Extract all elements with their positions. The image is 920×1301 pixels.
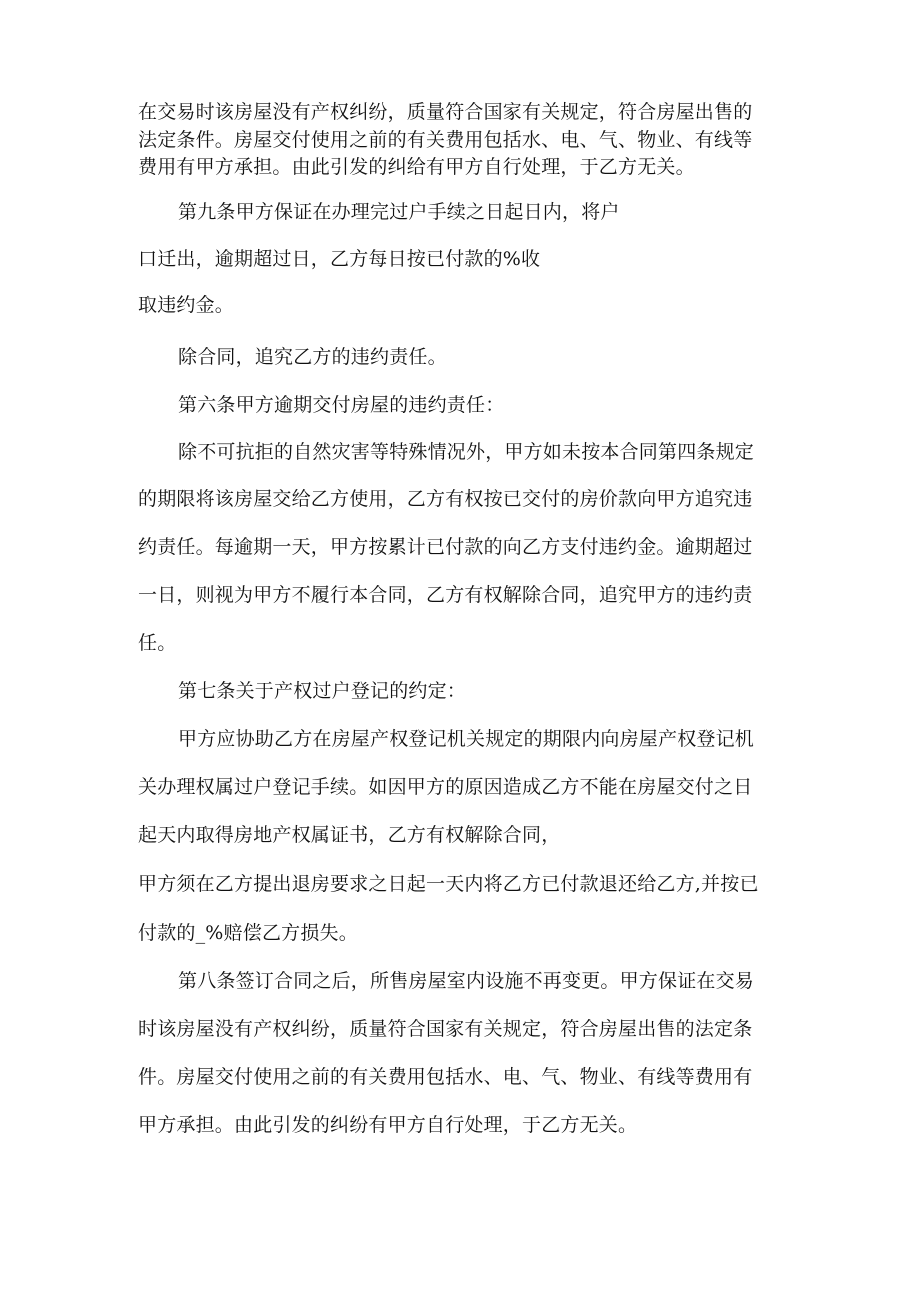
- text-line: 第六条甲方逾期交付房屋的违约责任：: [178, 394, 505, 416]
- text-line: 一日，则视为甲方不履行本合同，乙方有权解除合同，追究甲方的违约责: [138, 584, 753, 606]
- text-line: 件。房屋交付使用之前的有关费用包括水、电、气、物业、有线等费用有: [138, 1066, 753, 1088]
- text-line: 第八条签订合同之后，所售房屋室内设施不再变更。甲方保证在交易: [178, 970, 755, 992]
- text-line: 的期限将该房屋交给乙方使用，乙方有权按已交付的房价款向甲方追究违: [138, 488, 753, 510]
- text-line: 甲方承担。由此引发的纠纷有甲方自行处理，于乙方无关。: [138, 1114, 638, 1136]
- text-line: 除合同，追究乙方的违约责任。: [178, 346, 447, 368]
- text-line: 口迁出，逾期超过日，乙方每日按已付款的%收: [138, 248, 541, 270]
- text-line: 第七条关于产权过户登记的约定：: [178, 680, 467, 702]
- text-line: 任。: [138, 632, 177, 654]
- text-line: 在交易时该房屋没有产权纠纷，质量符合国家有关规定，符合房屋出售的: [138, 101, 753, 123]
- text-line: 甲方须在乙方提出退房要求之日起一天内将乙方已付款退还给乙方,并按已: [138, 873, 759, 895]
- text-line: 费用有甲方承担。由此引发的纠给有甲方自行处理，于乙方无关。: [138, 156, 695, 178]
- text-line: 甲方应协助乙方在房屋产权登记机关规定的期限内向房屋产权登记机: [178, 728, 755, 750]
- text-line: 法定条件。房屋交付使用之前的有关费用包括水、电、气、物业、有线等: [138, 129, 753, 151]
- text-line: 时该房屋没有产权纠纷，质量符合国家有关规定，符合房屋出售的法定条: [138, 1018, 753, 1040]
- text-line: 付款的_%赔偿乙方损失。: [138, 922, 358, 944]
- text-line: 约责任。每逾期一天，甲方按累计已付款的向乙方支付违约金。逾期超过: [138, 536, 753, 558]
- text-line: 关办理权属过户登记手续。如因甲方的原因造成乙方不能在房屋交付之日: [138, 776, 753, 798]
- text-line: 取违约金。: [138, 294, 235, 316]
- text-line: 除不可抗拒的自然灾害等特殊情况外，甲方如未按本合同第四条规定: [178, 441, 755, 463]
- text-line: 第九条甲方保证在办理完过户手续之日起日内，将户: [178, 201, 620, 223]
- text-line: 起天内取得房地产权属证书，乙方有权解除合同，: [138, 824, 561, 846]
